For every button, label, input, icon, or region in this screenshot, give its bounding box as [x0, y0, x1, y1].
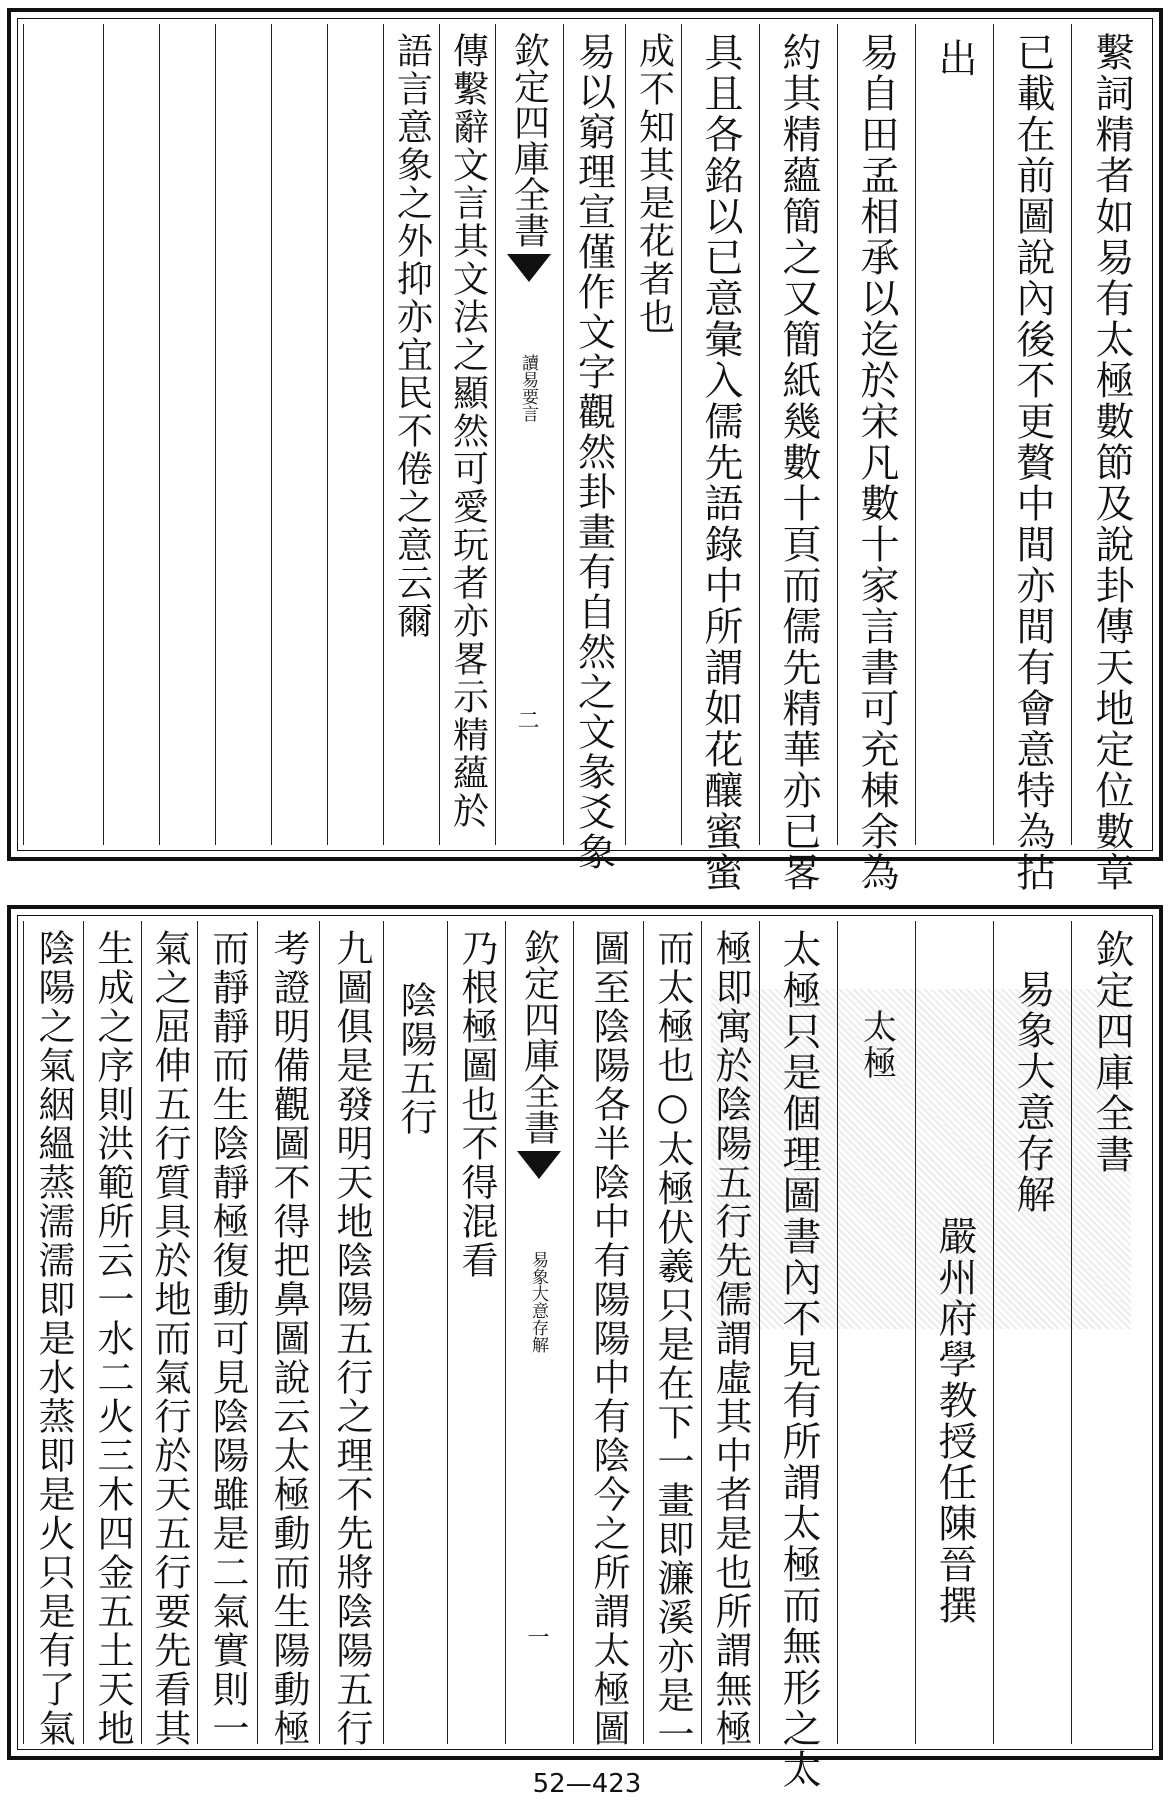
text-column — [257, 921, 319, 1748]
text-column — [447, 921, 505, 1744]
fish-tail-mark — [507, 254, 551, 282]
center-fold — [495, 24, 561, 845]
fold-book-title: 讀易要言 — [518, 354, 538, 422]
fish-tail-mark — [517, 1151, 561, 1179]
header-title: 欽定四庫全書 — [1089, 929, 1134, 1175]
fold-title: 欽定四庫全書 — [508, 32, 550, 248]
text-column — [915, 24, 993, 845]
column-text: 繫詞精者如易有太極數節及說卦傳天地定位數章 — [1089, 32, 1134, 893]
text-column — [439, 24, 495, 845]
text-column — [837, 24, 915, 893]
text-column — [383, 921, 447, 1744]
text-column — [1071, 24, 1151, 893]
text-column — [681, 24, 759, 893]
column-text: 成不知其是花者也 — [633, 32, 675, 336]
book-title: 易象大意存解 — [1010, 969, 1055, 1215]
section-heading: 陰陽五行 — [394, 981, 437, 1137]
text-column — [319, 921, 383, 1748]
text-column — [271, 24, 327, 845]
column-text: 生成之序則洪範所云一水二火三木四金五土天地 — [91, 929, 134, 1748]
text-column — [197, 921, 257, 1748]
column-text: 具且各銘以已意彙入儒先語錄中所謂如花釀蜜蜜 — [698, 32, 743, 893]
column-text: 而太極也○太極伏羲只是在下一畫即濂溪亦是一 — [651, 929, 694, 1754]
author-column — [915, 921, 993, 1744]
column-text: 考證明備觀圖不得把鼻圖說云太極動而生陽動極 — [267, 929, 310, 1748]
text-column — [327, 24, 383, 845]
text-column — [23, 24, 103, 845]
column-text: 圖至陰陽各半陰中有陽陽中有陰今之所謂太極圖 — [587, 929, 630, 1748]
text-column — [643, 921, 701, 1754]
text-column — [141, 921, 197, 1748]
column-text: 太極只是個理圖書內不見有所謂太極而無形之太 — [776, 929, 821, 1790]
text-column — [993, 24, 1071, 893]
text-column — [573, 921, 643, 1748]
center-fold — [505, 921, 571, 1744]
top-page — [7, 8, 1163, 893]
column-text: 而靜靜而生陰靜極復動可見陰陽雖是二氣實則一 — [206, 929, 249, 1748]
column-text: 傳繫辭文言其文法之顯然可愛玩者亦畧示精蘊於 — [447, 32, 489, 830]
text-column — [23, 921, 83, 1748]
column-text: 九圖俱是發明天地陰陽五行之理不先將陰陽五行 — [330, 929, 373, 1748]
text-column — [159, 24, 215, 845]
text-column — [625, 24, 681, 845]
header-column — [1071, 921, 1151, 1744]
text-column — [759, 24, 837, 893]
column-text: 氣之屈伸五行質具於地而氣行於天五行要先看其 — [148, 929, 191, 1748]
fold-title: 欽定四庫全書 — [518, 929, 560, 1145]
text-column — [837, 921, 915, 1744]
text-column — [215, 24, 271, 845]
text-column — [383, 24, 439, 845]
column-text: 語言意象之外抑亦宜民不倦之意云爾 — [391, 32, 433, 640]
page-footer-number: 52—423 — [532, 1769, 642, 1799]
fold-page-number: 二 — [517, 709, 540, 734]
text-column — [83, 921, 141, 1748]
fold-book-title: 易象大意存解 — [528, 1251, 548, 1353]
column-text: 陰陽之氣絪縕蒸濡濡即是水蒸即是火只是有了氣 — [32, 929, 75, 1748]
book-title-column — [993, 921, 1071, 1744]
text-column — [563, 24, 623, 872]
column-text: 出 — [932, 38, 977, 79]
text-column — [759, 921, 837, 1790]
text-column — [701, 921, 759, 1748]
column-text: 約其精蘊簡之又簡紙幾數十頁而儒先精華亦已畧 — [776, 32, 821, 893]
section-heading: 太極 — [856, 1009, 897, 1081]
column-text: 已載在前圖說內後不更贅中間亦間有會意特為拈 — [1010, 32, 1055, 893]
text-column — [103, 24, 159, 845]
column-text: 易自田孟相承以迄於宋凡數十家言書可充棟余為 — [854, 32, 899, 893]
column-text: 乃根極圖也不得混看 — [455, 929, 498, 1280]
fold-page-number: 一 — [527, 1626, 550, 1651]
column-text: 易以窮理宣僅作文字觀然卦畫有自然之文彖爻象 — [571, 32, 616, 872]
column-text: 極即寓於陰陽五行先儒謂虛其中者是也所謂無極 — [709, 929, 752, 1748]
author-line: 嚴州府學教授任陳晉撰 — [932, 1216, 977, 1626]
